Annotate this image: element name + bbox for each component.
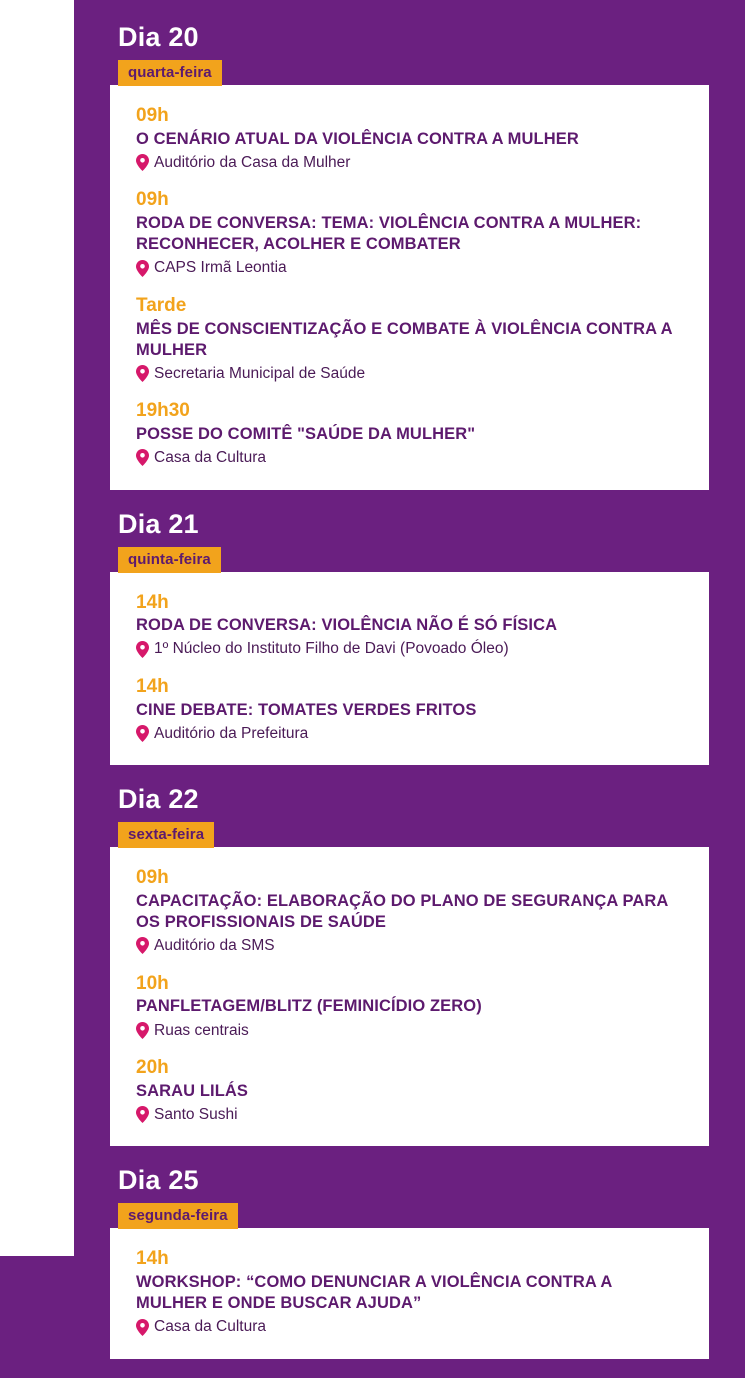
event-location [136,936,683,955]
weekday-badge-wrap [74,60,745,86]
event-title: PANFLETAGEM/BLITZ (FEMINICÍDIO ZERO) [136,997,482,1016]
day-block [74,784,745,1147]
event-time: 19h30 [136,400,190,422]
event-title: RODA DE CONVERSA: TEMA: VIOLÊNCIA CONTRA A MULHER: RECONHECER, ACOLHER E COMBATER [136,214,642,254]
event-item [136,1057,683,1124]
event-location [136,153,683,172]
event-title: CAPACITAÇÃO: ELABORAÇÃO DO PLANO DE SEGURANÇA PARA OS PROFISSIONAIS DE SAÚDE [136,892,668,932]
weekday-badge-wrap [74,1203,745,1229]
location-pin-icon [136,1022,149,1039]
day-title: Dia 22 [118,784,199,815]
event-location [136,1105,683,1124]
event-location [136,258,683,277]
event-place-label: Casa da Cultura [154,1318,267,1336]
event-place-label: Secretaria Municipal de Saúde [154,364,366,382]
location-pin-icon [136,725,149,742]
event-item [136,1248,683,1336]
day-block [74,22,745,491]
day-card [110,847,709,1146]
event-place-label: Santo Sushi [154,1105,238,1123]
event-item [136,295,683,383]
location-pin-icon [136,641,149,658]
day-title: Dia 20 [118,22,199,52]
event-title: MÊS DE CONSCIENTIZAÇÃO E COMBATE À VIOLÊNCIA CONTRA A MULHER [136,319,673,359]
day-block [74,509,745,767]
event-title: RODA DE CONVERSA: VIOLÊNCIA NÃO É SÓ FÍSICA [136,616,558,635]
location-pin-icon [136,154,149,171]
event-place-label: Casa da Cultura [154,449,267,467]
left-margin-strip [0,0,74,1256]
event-time: 10h [136,972,169,994]
weekday-badge-wrap [74,547,745,573]
event-location [136,1021,683,1040]
day-card [110,572,709,766]
event-item [136,676,683,743]
event-item [136,973,683,1040]
weekday-badge-wrap [74,822,745,848]
event-place-label: Auditório da Prefeitura [154,724,309,742]
event-time: 09h [136,867,169,889]
day-block [74,1165,745,1359]
day-card [110,85,709,490]
day-title: Dia 21 [118,508,199,539]
event-item [136,189,683,277]
weekday-badge: quarta-feira [118,60,222,86]
location-pin-icon [136,449,149,466]
event-item [136,105,683,172]
event-time: 14h [136,675,169,697]
event-place-label: Auditório da SMS [154,937,275,955]
event-time: 09h [136,105,169,126]
event-place-label: CAPS Irmã Leontia [154,259,287,277]
event-place-label: Ruas centrais [154,1021,249,1039]
event-item [136,592,683,659]
location-pin-icon [136,1106,149,1123]
event-title: O CENÁRIO ATUAL DA VIOLÊNCIA CONTRA A MULHER [136,129,579,148]
location-pin-icon [136,365,149,382]
event-time: 20h [136,1056,169,1078]
weekday-badge: quinta-feira [118,547,221,573]
event-place-label: 1º Núcleo do Instituto Filho de Davi (Povoado Óleo) [154,640,509,658]
event-title: WORKSHOP: “COMO DENUNCIAR A VIOLÊNCIA CONTRA A MULHER E ONDE BUSCAR AJUDA” [136,1273,612,1313]
event-time: 14h [136,1248,169,1270]
weekday-badge: segunda-feira [118,1203,238,1229]
event-location [136,724,683,743]
event-item [136,400,683,467]
event-title: POSSE DO COMITÊ "SAÚDE DA MULHER" [136,425,476,444]
event-time: 14h [136,591,169,613]
event-location [136,364,683,383]
event-time: 09h [136,189,169,211]
event-title: CINE DEBATE: TOMATES VERDES FRITOS [136,700,477,719]
day-title: Dia 25 [118,1165,199,1196]
event-time: Tarde [136,294,187,316]
location-pin-icon [136,1319,149,1336]
event-location [136,448,683,467]
location-pin-icon [136,937,149,954]
day-card [110,1228,709,1358]
event-place-label: Auditório da Casa da Mulher [154,153,351,171]
event-location [136,639,683,658]
schedule-list [74,0,745,1378]
location-pin-icon [136,260,149,277]
event-item [136,867,683,955]
event-location [136,1317,683,1336]
event-title: SARAU LILÁS [136,1081,249,1100]
weekday-badge: sexta-feira [118,822,214,848]
